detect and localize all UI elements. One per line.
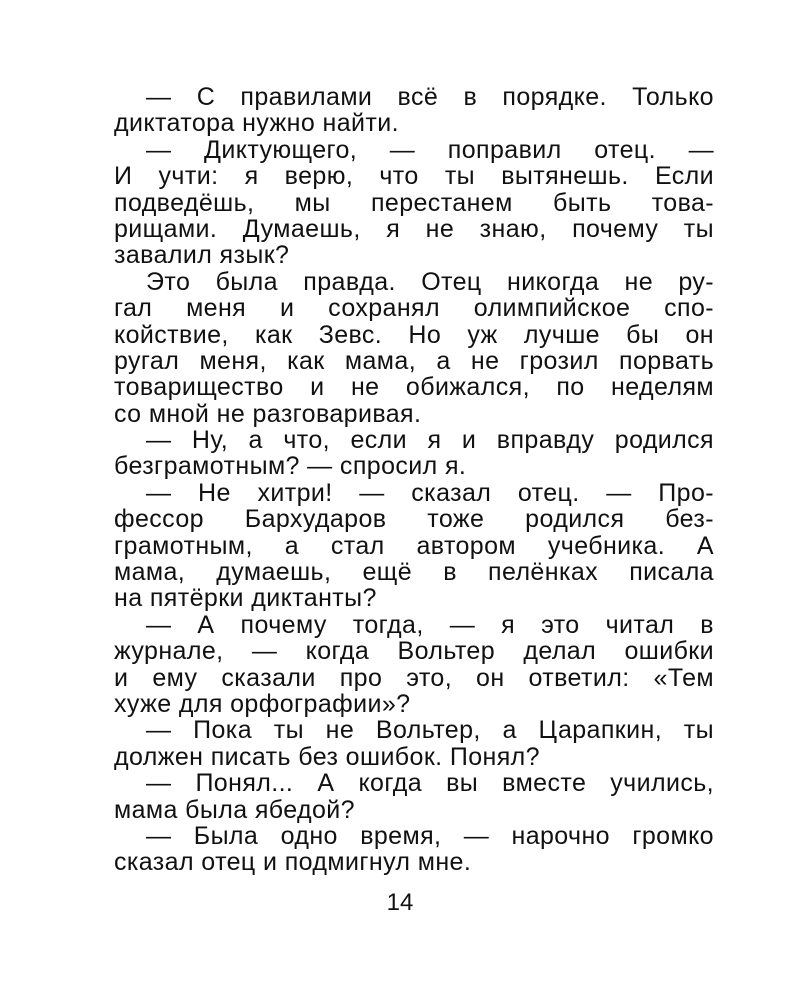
text-line: ругал меня, как мама, а не грозил порвать [114,346,714,375]
text-line: товарищество и не обижался, по неделям [114,373,714,402]
text-line: безграмотным? — спросил я. [114,452,467,481]
text-line: — Диктующего, — поправил отец. — [146,135,714,164]
text-line: и ему сказали про это, он ответил: «Тем [114,663,714,692]
text-line: грамотным, а стал автором учебника. А [114,531,714,560]
text-line: подведёшь, мы перестанем быть това- [114,188,714,217]
page-number: 14 [386,889,414,916]
text-line: И учти: я верю, что ты вытянешь. Если [114,162,714,191]
text-line: — Ну, а что, если я и вправду родился [146,426,714,455]
text-line: должен писать без ошибок. Понял? [114,742,540,771]
text-line: на пятёрки диктанты? [114,584,377,613]
text-line: Это была правда. Отец никогда не ру- [146,267,714,296]
text-line: мама, думаешь, ещё в пелёнках писала [114,558,714,587]
text-line: — Не хитри! — сказал отец. — Про- [146,478,714,507]
text-line: журнале, — когда Вольтер делал ошибки [114,637,714,666]
text-line: рищами. Думаешь, я не знаю, почему ты [114,214,714,243]
text-line: гал меня и сохранял олимпийское спо- [114,294,714,323]
text-line: койствие, как Зевс. Но уж лучше бы он [114,320,714,349]
text-line: — А почему тогда, — я это читал в [146,610,714,639]
text-line: — Пока ты не Вольтер, а Царапкин, ты [146,716,714,745]
body-text [114,84,714,876]
text-line: сказал отец и подмигнул мне. [114,848,472,877]
text-line: завалил язык? [114,241,290,270]
text-line: фессор Бархударов тоже родился без- [114,505,714,534]
text-line: — Понял... А когда вы вместе учились, [146,769,714,798]
text-line: хуже для орфографии»? [114,689,411,718]
text-line: диктатора нужно найти. [114,109,399,138]
text-line: — С правилами всё в порядке. Только [146,83,714,111]
text-line: — Была одно время, — нарочно громко [146,821,714,850]
text-line: мама была ябедой? [114,795,355,824]
text-line: со мной не разговаривая. [114,399,422,428]
